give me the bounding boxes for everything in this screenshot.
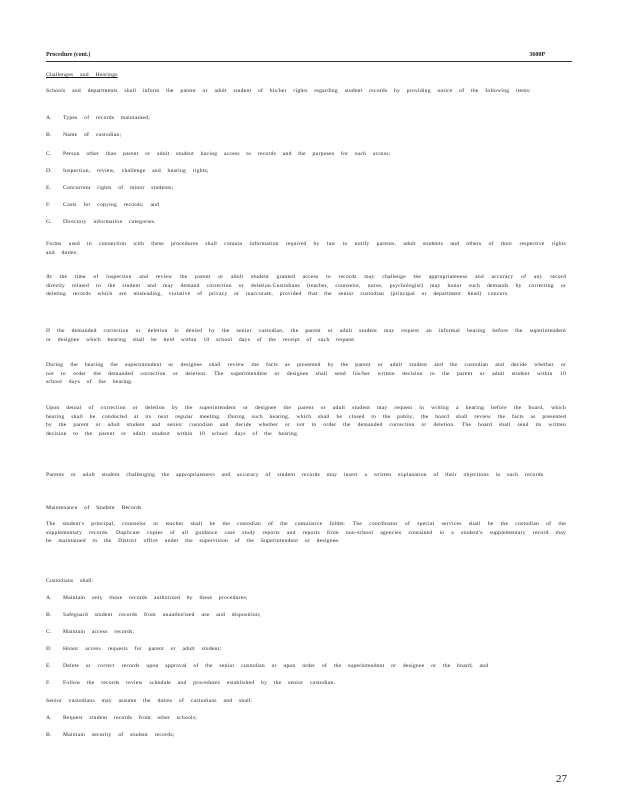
list-text: Maintain only those records authorized by these procedures; <box>63 595 248 601</box>
list-letter: F. <box>46 202 51 208</box>
list-letter: A. <box>46 715 52 721</box>
list-letter: D. <box>46 168 52 174</box>
page-number: 27 <box>556 773 567 785</box>
list-letter: A. <box>46 115 52 121</box>
list-letter: E. <box>46 185 52 191</box>
list-text: Inspection, review, challenge and hearing rights; <box>63 168 209 174</box>
list-text: Person other than parent or adult student having access to records and the purposes for such access; <box>63 151 391 157</box>
list-text: Types of records maintained; <box>63 115 151 121</box>
list-letter: F. <box>46 680 51 686</box>
principal-paragraph: The student's principal, counselor or teacher shall be the custodian of the cumulative folder. The coordinator of special services shall be the custodian of the supplementary records. Duplicate copies of all guidance case study reports and reports from non-school agencies contained in a student's supplementary record may be maintained in the District office under the supervision of the Superintendent or designee. <box>46 521 566 545</box>
parents-paragraph: Parents or adult student challenging the appropriateness and accuracy of student records may insert a written explanation of their objections in such records. <box>46 472 545 478</box>
header-rule <box>46 61 572 62</box>
list-text: Directory information categories. <box>63 219 156 225</box>
forms-paragraph: Forms used in connection with these procedures shall contain information required by law to notify parents, adult students and others of their respective rights and duties. <box>46 241 566 256</box>
challenges-heading: Challenges and Hearings <box>46 72 118 78</box>
list-letter: B. <box>46 132 52 138</box>
list-text: Maintain access records; <box>63 629 135 635</box>
list-text: Costs for copying records; and <box>63 202 160 208</box>
custodians-shall: Custodians shall: <box>46 578 94 584</box>
hearing-paragraph: During the hearing the superintendent or designee shall review the facts as presented by the parent or adult student and the custodian and decide whether or not to order the demanded correction or deletion. The superintendent or designee shall send his/her written decision to the parent or adult student within 10 school days of the hearing. <box>46 362 566 386</box>
denial-paragraph: Upon denial of correction or deletion by the superintendent or designee the parent or adult student may request in writing a hearing before the board, which hearing shall be conducted at its next regular meeting. During such hearing, which shall be closed to the public, the board shall review the facts as presented by the parent or adult student and senior custodian and decide whether or not to order the demanded correction or deletion. The board shall send its written decision to the parent or adult student within 10 school days of the hearing. <box>46 405 566 437</box>
list-text: Name of custodian; <box>63 132 122 138</box>
list-letter: G. <box>46 219 52 225</box>
list-text: Safeguard student records from unauthorized use and disposition; <box>63 612 261 618</box>
list-text: Request student records from other schools; <box>63 715 198 721</box>
intro-paragraph: Schools and departments shall inform the parent or adult student of his/her rights regarding student records by providing notice of the following items: <box>46 88 532 94</box>
inspection-paragraph: At the time of inspection and review the parent or adult student granted access to records may challenge the appropriateness and accuracy of any record directly related to the student and may demand correction or deletion.Custodians (teacher, counselor, nurse, psychologist) may honor such demands by correcting or deleting records which are misleading, violative of privacy or inaccurate, provided that the senior custodian (principal or department head) concurs. <box>46 274 566 298</box>
header-title: Procedure (cont.) <box>46 52 91 58</box>
list-letter: B. <box>46 732 52 738</box>
list-letter: A. <box>46 595 52 601</box>
list-text: Delete or correct records upon approval of the senior custodian or upon order of the superintendent or designee or the board; and <box>63 663 489 669</box>
list-letter: C. <box>46 629 52 635</box>
denied-paragraph: If the demanded correction or deletion is denied by the senior custodian, the parent or adult student may request an informal hearing before the superintendent or designee which hearing shall be held within 10 school days of the receipt of such request. <box>46 328 566 343</box>
list-text: Follow the records review schedule and procedures established by the senior custodian. <box>63 680 336 686</box>
list-text: Concurrent rights of minor students; <box>63 185 174 191</box>
list-letter: C. <box>46 151 52 157</box>
list-letter: B. <box>46 612 52 618</box>
senior-custodians: Senior custodians may assume the duties of custodians and shall: <box>46 698 253 704</box>
list-text: Maintain security of student records; <box>63 732 175 738</box>
list-letter: D. <box>46 646 52 652</box>
maintenance-heading: Maintenance of Student Records <box>46 505 142 511</box>
header-code: 3600P <box>529 52 545 58</box>
list-text: Honor access requests for parent or adult student; <box>63 646 222 652</box>
list-letter: E. <box>46 663 52 669</box>
